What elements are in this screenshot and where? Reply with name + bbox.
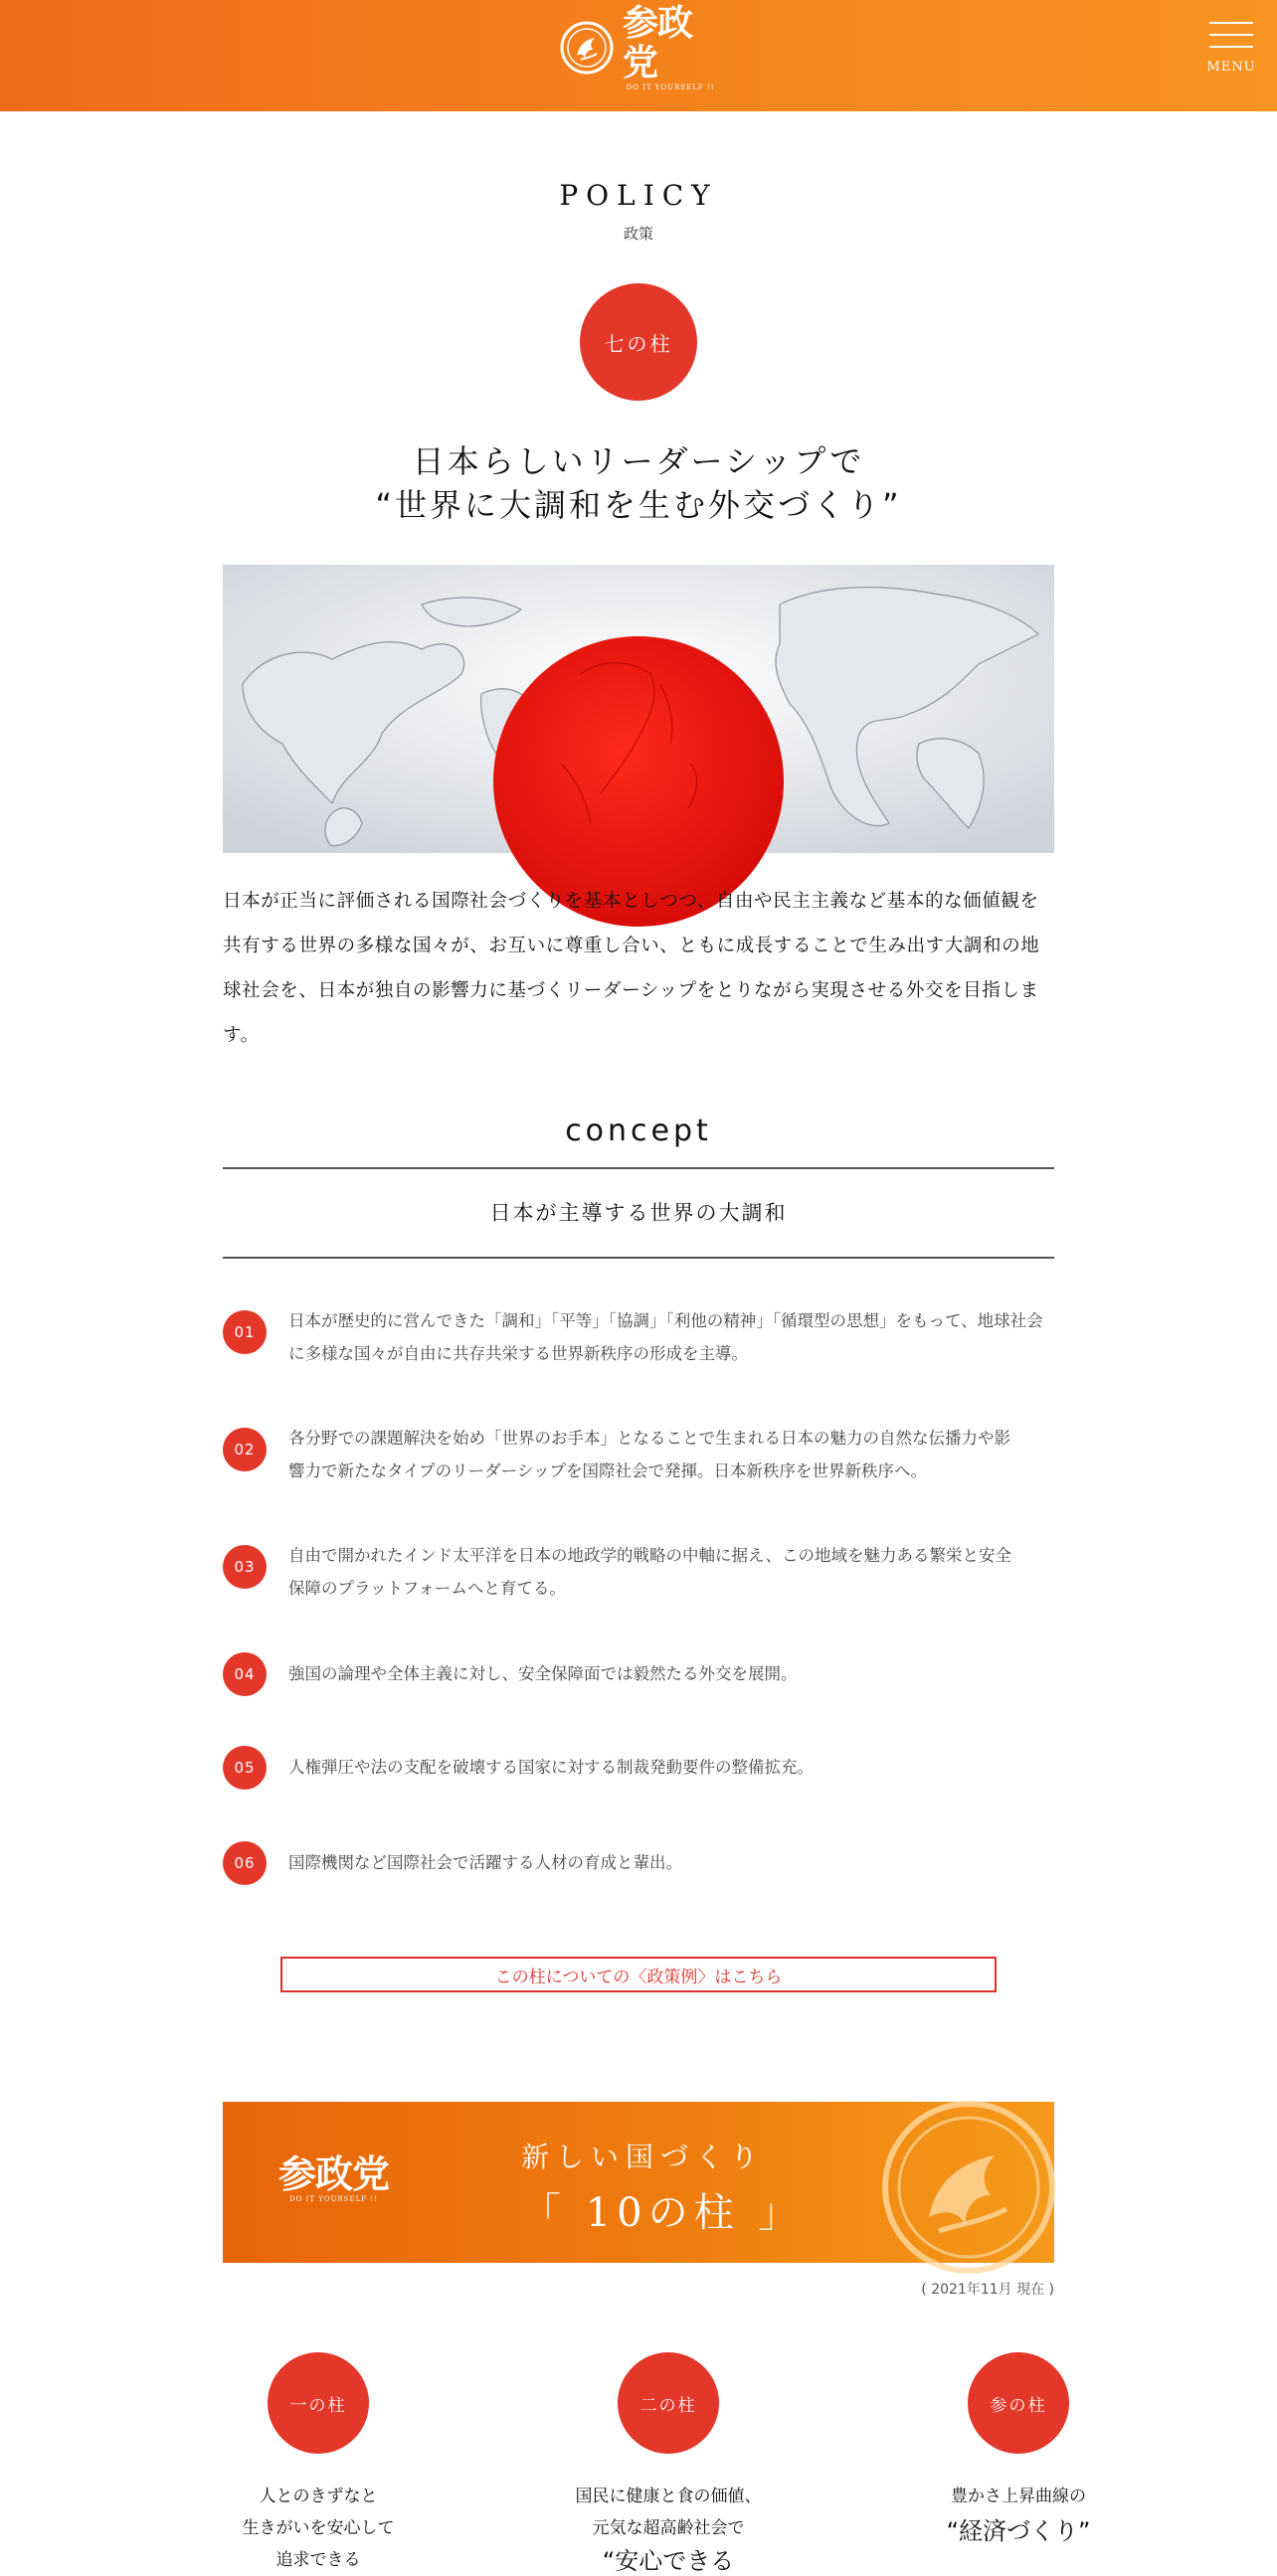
item-line: に多様な国々が自由に共存共栄する世界新秩序の形成を主導。: [288, 1344, 748, 1363]
pillar-description-line: “経済づくり”: [946, 2517, 1091, 2545]
item-line: 自由で開かれたインド太平洋を日本の地政学的戦略の中軸に据え、この地域を魅力ある繁栄と安全: [288, 1546, 1011, 1565]
banner-logo: [278, 2153, 389, 2203]
concept-subtitle: 日本が主導する世界の大調和: [489, 1201, 788, 1225]
pillar-description-line: 生きがいを安心して: [242, 2518, 395, 2538]
pillar-badge[interactable]: 参の柱: [968, 2352, 1069, 2454]
phoenix-emblem-icon: [559, 20, 615, 76]
logo-text: [623, 4, 718, 91]
item-line: 各分野での課題解決を始め「世界のお手本」となることで生まれる日本の魅力の自然な伝播力や影: [288, 1429, 1010, 1448]
banner-logo-tagline: DO IT YOURSELF !!: [288, 2195, 379, 2203]
pillar-headline: [0, 439, 1277, 527]
page-subtitle: 政策: [623, 225, 653, 243]
hamburger-bar: [1209, 34, 1253, 36]
pillar-description-line: “安心できる: [602, 2547, 735, 2575]
pillar-description-line: 追求できる: [275, 2550, 361, 2570]
pillar-description-line: 国民に健康と食の価値、: [575, 2487, 762, 2506]
pillar-badge[interactable]: 二の柱: [618, 2352, 719, 2454]
item-line: 国際機関など国際社会で活躍する人材の育成と輩出。: [288, 1853, 682, 1872]
item-line: 強国の論理や全体主義に対し、安全保障面では毅然たる外交を展開。: [288, 1664, 798, 1683]
banner-title: 新しい国づくり: [521, 2141, 766, 2173]
world-map-flag-illustration: [223, 565, 1054, 853]
hamburger-bar: [1209, 46, 1253, 48]
item-line: 日本が歴史的に営んできた「調和」「平等」「協調」「利他の精神」「循環型の思想」をもって、地球社会: [288, 1311, 1043, 1330]
hamburger-menu-icon: [1209, 22, 1253, 24]
intro-line: 共有する世界の多様な国々が、お互いに尊重し合い、ともに成長することで生み出す大調和の地: [223, 936, 1040, 956]
pillar-description-line: 人とのきずなと: [259, 2487, 378, 2506]
item-number-badge: 06: [223, 1841, 267, 1885]
item-line: 人権弾圧や法の支配を破壊する国家に対する制裁発動要件の整備拡充。: [288, 1758, 814, 1777]
banner-logo-name: 参政党: [278, 2152, 390, 2196]
headline-line-1: 日本らしいリーダーシップで: [412, 442, 865, 480]
pillar-description-line: 元気な超高齢社会で: [592, 2518, 745, 2538]
phoenix-emblem-icon: [879, 2098, 1058, 2277]
site-header: [0, 0, 1277, 111]
menu-label: MENU: [1206, 60, 1256, 75]
item-text: [288, 1304, 1054, 1370]
logo-tagline: DO IT YOURSELF !!: [626, 84, 715, 91]
pillar-badge: 七の柱: [580, 283, 697, 401]
banner-subtitle: 「 10の柱 」: [521, 2190, 805, 2236]
concept-title: concept: [565, 1114, 712, 1148]
intro-line: 球社会を、日本が独自の影響力に基づくリーダーシップをとりながら実現させる外交を目指しま: [223, 980, 1039, 1001]
page-title: POLICY: [559, 179, 718, 212]
item-number-badge: 01: [223, 1310, 267, 1354]
item-line: 響力で新たなタイプのリーダーシップを国際社会で発揮。日本新秩序を世界新秩序へ。: [288, 1461, 928, 1480]
item-text: [288, 1539, 1054, 1605]
item-number-badge: 03: [223, 1545, 267, 1589]
item-text: [288, 1846, 1054, 1879]
headline-line-2: “世界に大調和を生む外交づくり”: [375, 486, 902, 524]
item-line: 保障のプラットフォームへと育てる。: [288, 1579, 566, 1598]
hero-image: [223, 565, 1054, 853]
intro-line: す。: [223, 1025, 260, 1046]
ten-pillars-banner[interactable]: [223, 2102, 1054, 2263]
item-text: [288, 1751, 1054, 1784]
date-note: ( 2021年11月 現在 ): [921, 2282, 1054, 2298]
site-logo[interactable]: [559, 3, 718, 91]
divider-top: [223, 1167, 1054, 1169]
item-text: [288, 1657, 1054, 1690]
menu-button[interactable]: [1205, 18, 1257, 78]
intro-paragraph: [223, 879, 1054, 1058]
item-number-badge: 04: [223, 1652, 267, 1696]
pillar-badge[interactable]: 一の柱: [268, 2352, 369, 2454]
logo-name: 参政党: [623, 3, 693, 84]
item-number-badge: 05: [223, 1746, 267, 1790]
item-number-badge: 02: [223, 1428, 267, 1471]
intro-line: 日本が正当に評価される国際社会づくりを基本としつつ、自由や民主主義など基本的な価値観を: [223, 891, 1039, 912]
divider-bottom: [223, 1257, 1054, 1259]
pillar-description-line: 豊かさ上昇曲線の: [951, 2487, 1086, 2506]
item-text: [288, 1422, 1054, 1487]
policy-examples-link[interactable]: この柱についての〈政策例〉はこちら: [280, 1957, 997, 1992]
